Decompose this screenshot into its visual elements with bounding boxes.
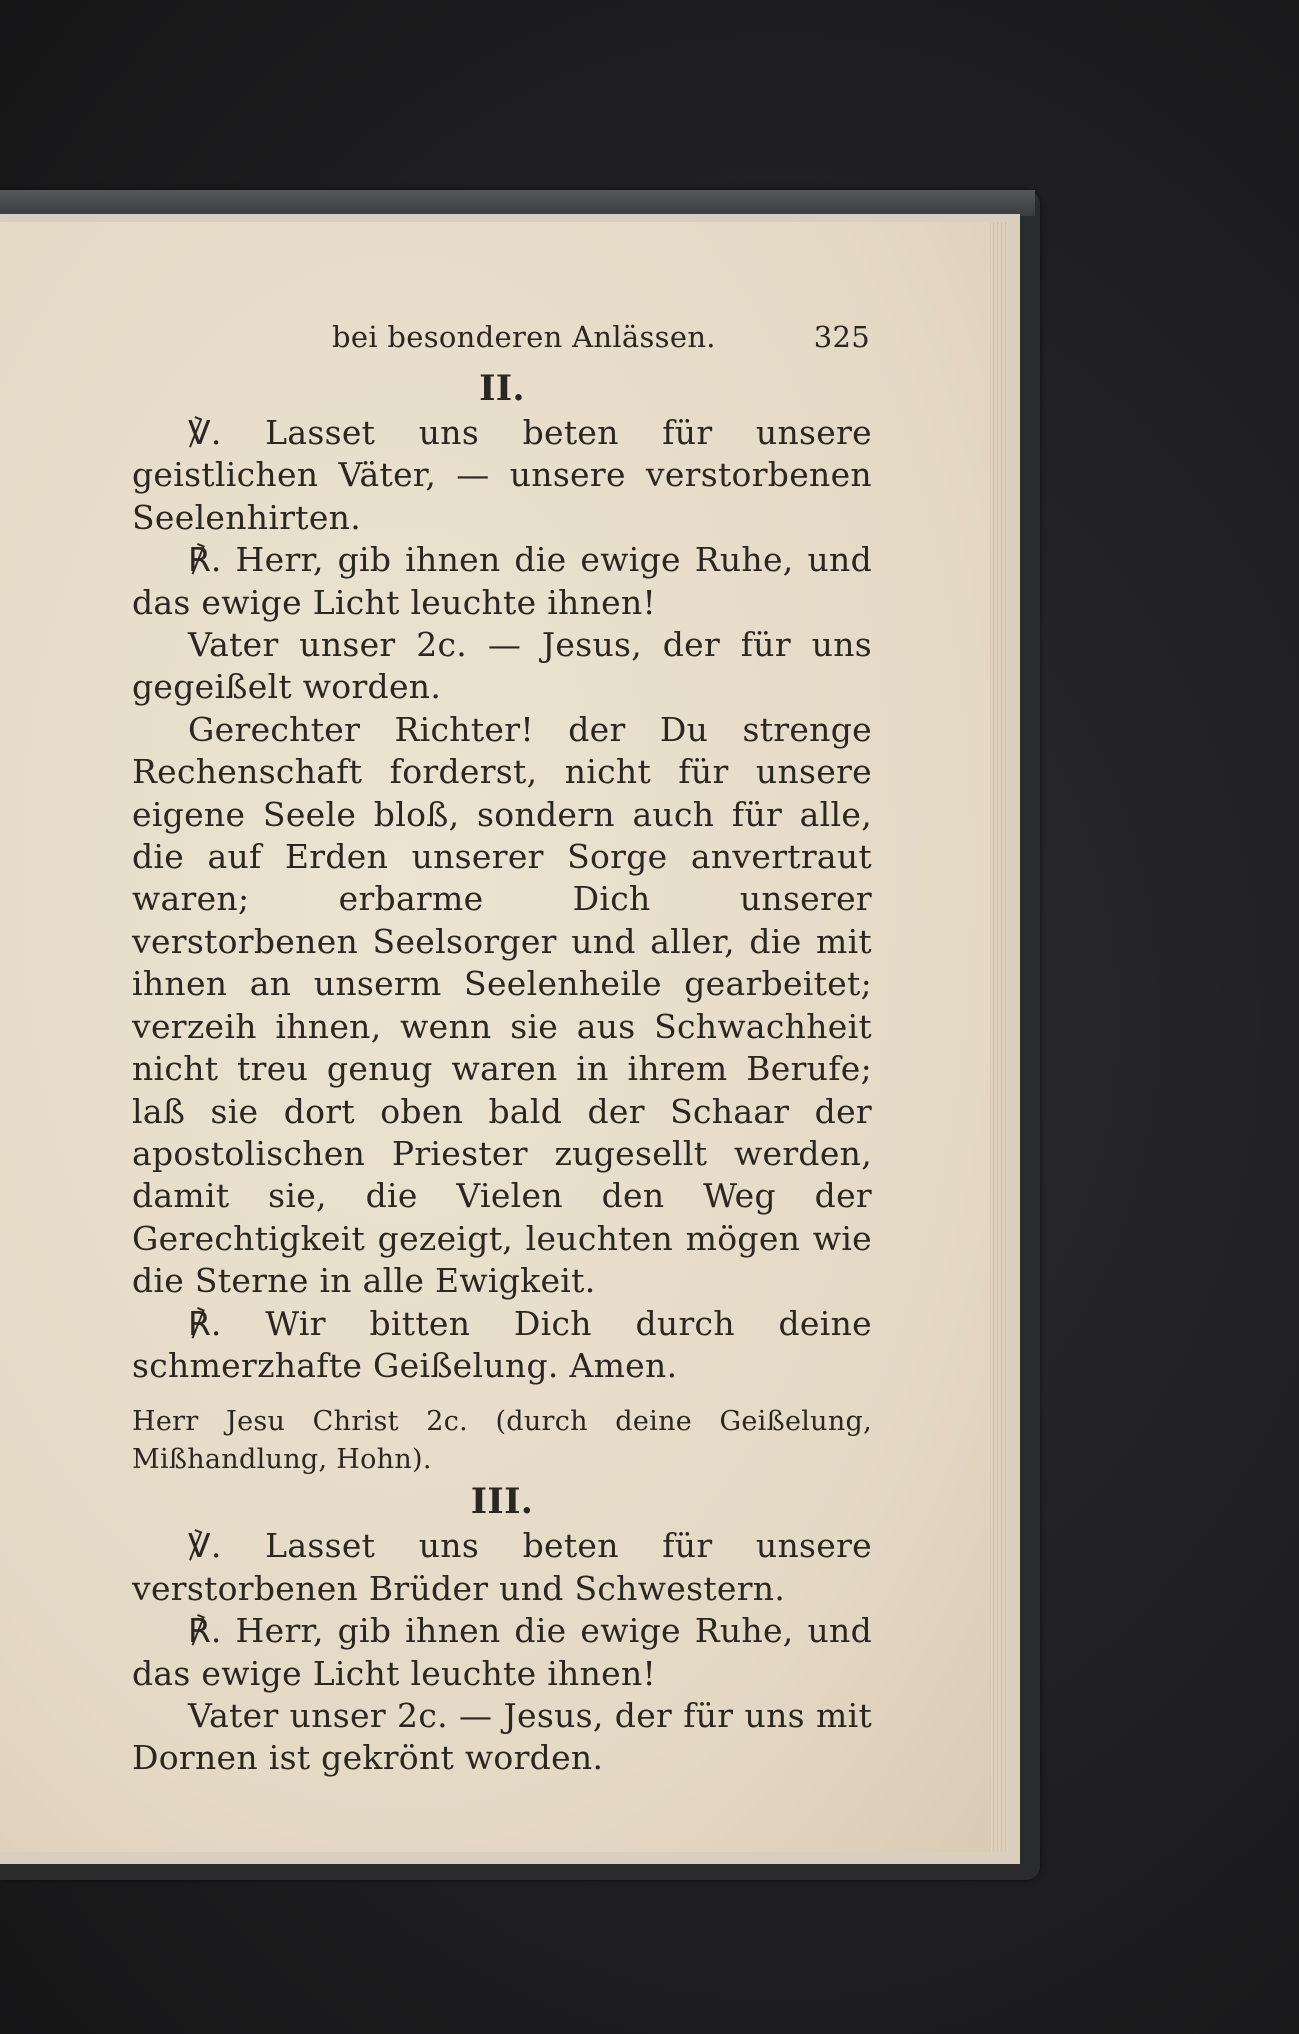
section-heading-2: II. — [479, 368, 525, 409]
page-header — [132, 310, 872, 364]
page-fore-edge — [990, 222, 1008, 1852]
response-amen: ℟. Wir bitten Dich durch deine schmerzhafte Geißelung. Amen. — [132, 1303, 872, 1385]
response: ℟. Herr, gib ihnen die ewige Ruhe, und das ewige Licht leuchte ihnen! — [132, 1611, 872, 1693]
book-cover-edge — [0, 190, 1035, 216]
section-heading-3: III. — [470, 1481, 534, 1523]
prayer-paragraph: Gerechter Richter! der Du strenge Rechenschaft forderst, nicht für unsere eigene Seele bloß, sondern auch für alle, die auf Erden unserer Sorge anvertraut waren; erbarme Dich unserer verstorbenen Seelsorger und aller, die mit ihnen an unserm Seelenheile gearbeitet; verzeih ihnen, wenn sie aus Schwachheit nicht treu genug waren in ihrem Berufe; laß sie dort oben bald der Schaar der apostolischen Priester zugesellt werden, damit sie, die Vielen den Weg der Gerechtigkeit gezeigt, leuchten mögen wie die Sterne in alle Ewigkeit. — [132, 709, 872, 1301]
herr-jesu-line: Herr Jesu Christ 2c. (durch deine Geißelung, Mißhandlung, Hohn). — [132, 1406, 872, 1476]
versicle: ℣. Lasset uns beten für unsere geistlichen Väter, — unsere verstorbenen Seelenhirten. — [132, 413, 872, 537]
vater-unser-line: Vater unser 2c. — Jesus, der für uns gegeißelt worden. — [132, 625, 872, 707]
running-title: bei besonderen Anlässen. — [332, 319, 716, 354]
vater-unser-line: Vater unser 2c. — Jesus, der für uns mit Dornen ist gekrönt worden. — [132, 1695, 872, 1778]
versicle: ℣. Lasset uns beten für unsere verstorbenen Brüder und Schwestern. — [132, 1526, 872, 1608]
response: ℟. Herr, gib ihnen die ewige Ruhe, und das ewige Licht leuchte ihnen! — [132, 540, 872, 622]
page-text — [132, 310, 872, 1780]
page-number: 325 — [813, 319, 870, 354]
